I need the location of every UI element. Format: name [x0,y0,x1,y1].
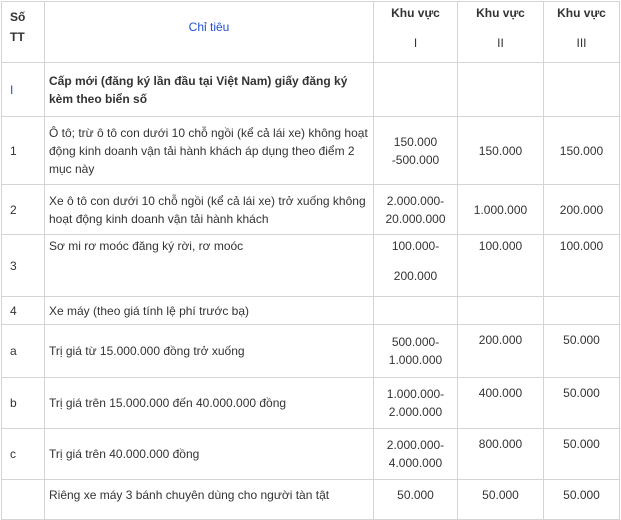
row-region-1: 500.000- 1.000.000 [374,325,458,378]
row-description: Trị giá trên 15.000.000 đến 40.000.000 đồng [45,378,374,429]
row-region-3: 50.000 [544,325,620,378]
header-row [2,2,620,63]
row-description: Trị giá từ 15.000.000 đồng trở xuống [45,325,374,378]
row-region-1: 50.000 [374,480,458,520]
region-2-header [458,2,544,63]
row-stt: I [2,63,45,117]
row-region-2: 50.000 [458,480,544,520]
row-description: Xe ô tô con dưới 10 chỗ ngồi (kể cả lái xe) trở xuống không hoạt động kinh doanh vận tải hành khách [45,185,374,235]
row-description: Xe máy (theo giá tính lệ phí trước bạ) [45,297,374,325]
row-region-2: 100.000 [458,235,544,297]
fee-table [1,1,620,520]
row-description: Cấp mới (đăng ký lần đầu tại Việt Nam) giấy đăng ký kèm theo biển số [45,63,374,117]
stt-header-line2: TT [10,30,25,44]
region-1-label: Khu vực [391,6,440,20]
table-row [2,325,620,378]
indicator-header [45,2,374,63]
row-region-2 [458,63,544,117]
row-description: Riêng xe máy 3 bánh chuyên dùng cho người tàn tật [45,480,374,520]
row-stt: b [2,378,45,429]
row-region-1: 100.000- 200.000 [374,235,458,297]
row-region-1: 150.000 -500.000 [374,117,458,185]
table-row [2,297,620,325]
row-region-3 [544,297,620,325]
region-1-header [374,2,458,63]
row-region-2: 800.000 [458,429,544,480]
row-stt: 1 [2,117,45,185]
row-region-3: 50.000 [544,378,620,429]
row-region-1: 2.000.000- 20.000.000 [374,185,458,235]
row-region-3: 50.000 [544,429,620,480]
region-3-label: Khu vực [557,6,606,20]
stt-header [2,2,45,63]
region-3-header [544,2,620,63]
stt-header-line1: Số [10,10,26,24]
region-3-numeral: III [576,36,587,50]
table-row [2,117,620,185]
row-description: Sơ mi rơ moóc đăng ký rời, rơ moóc [45,235,374,297]
row-region-3: 50.000 [544,480,620,520]
row-stt: a [2,325,45,378]
row-stt [2,480,45,520]
row-description: Ô tô; trừ ô tô con dưới 10 chỗ ngồi (kể cả lái xe) không hoạt động kinh doanh vận tải hành khách áp dụng theo điểm 2 mục này [45,117,374,185]
table-row [2,480,620,520]
indicator-header-label: Chỉ tiêu [188,20,230,34]
row-region-1 [374,297,458,325]
row-region-3: 100.000 [544,235,620,297]
table-row [2,235,620,297]
row-region-1 [374,63,458,117]
row-region-2: 400.000 [458,378,544,429]
table-row [2,378,620,429]
row-stt: 3 [2,235,45,297]
table-row [2,63,620,117]
row-region-2: 1.000.000 [458,185,544,235]
row-stt: 2 [2,185,45,235]
row-description: Trị giá trên 40.000.000 đồng [45,429,374,480]
region-2-numeral: II [497,36,504,50]
row-stt: c [2,429,45,480]
row-region-3: 200.000 [544,185,620,235]
row-region-2 [458,297,544,325]
row-region-2: 150.000 [458,117,544,185]
row-stt: 4 [2,297,45,325]
region-1-numeral: I [413,36,418,50]
row-region-3: 150.000 [544,117,620,185]
row-region-3 [544,63,620,117]
row-region-2: 200.000 [458,325,544,378]
table-row [2,429,620,480]
row-region-1: 2.000.000- 4.000.000 [374,429,458,480]
table-row [2,185,620,235]
row-region-1: 1.000.000- 2.000.000 [374,378,458,429]
region-2-label: Khu vực [476,6,525,20]
